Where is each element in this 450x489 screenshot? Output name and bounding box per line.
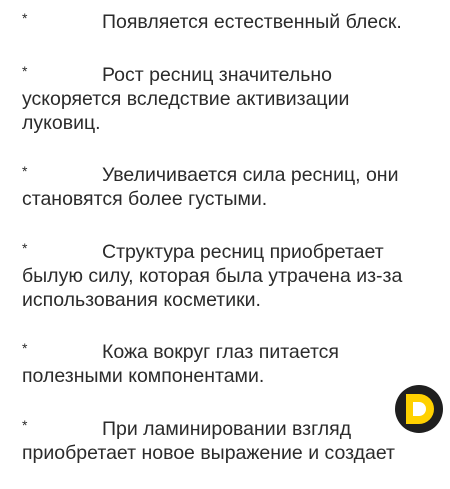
article-text xyxy=(22,6,422,489)
brand-logo[interactable] xyxy=(394,384,444,434)
item-text: При ламинировании взгляд xyxy=(102,417,352,440)
bullet-icon: * xyxy=(22,239,28,256)
item-text: приобретает новое выражение и создает xyxy=(22,441,395,464)
list-item xyxy=(22,159,422,211)
item-text: Кожа вокруг глаз питается xyxy=(102,341,339,363)
list-item xyxy=(22,336,422,388)
item-text: луковиц. xyxy=(22,111,101,134)
list-item xyxy=(22,59,422,135)
item-text: полезными компонентами. xyxy=(22,365,265,387)
item-text: использования косметики. xyxy=(22,288,261,311)
list-item xyxy=(22,6,422,34)
item-text: былую силу, которая была утрачена из-за xyxy=(22,264,403,287)
item-text: Увеличивается сила ресниц, они xyxy=(102,164,399,186)
bullet-icon: * xyxy=(22,62,28,79)
list-item xyxy=(22,413,422,465)
item-text: ускоряется вследствие активизации xyxy=(22,87,350,110)
d-letter-logo-icon xyxy=(394,384,444,434)
item-text: становятся более густыми. xyxy=(22,188,268,210)
bullet-icon: * xyxy=(22,10,28,26)
item-text: Структура ресниц приобретает xyxy=(102,240,384,263)
item-text: Рост ресниц значительно xyxy=(102,63,333,86)
bullet-icon: * xyxy=(22,340,28,356)
item-text: Появляется естественный блеск. xyxy=(102,11,402,33)
bullet-icon: * xyxy=(22,163,28,179)
list-item xyxy=(22,236,422,312)
bullet-icon: * xyxy=(22,416,28,433)
